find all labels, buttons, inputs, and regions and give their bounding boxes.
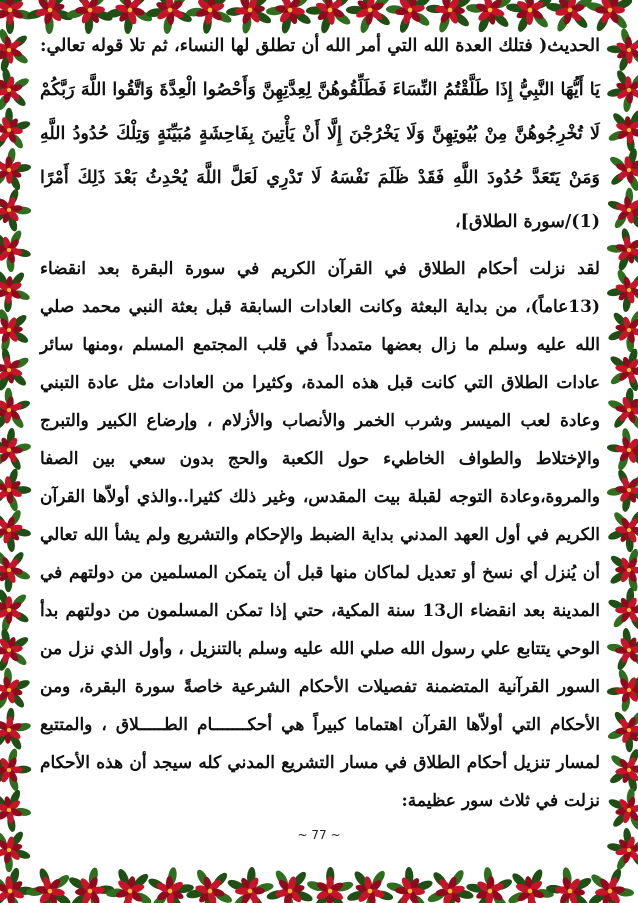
poinsettia-flower xyxy=(305,867,354,903)
poinsettia-flower xyxy=(604,304,638,357)
poinsettia-flower xyxy=(601,182,638,238)
poinsettia-flower xyxy=(602,223,638,274)
poinsettia-flower xyxy=(0,381,37,437)
poinsettia-flower xyxy=(599,499,638,559)
poinsettia-flower xyxy=(598,380,638,441)
poinsettia-flower xyxy=(601,61,638,119)
poinsettia-flower xyxy=(0,101,39,162)
poinsettia-flower xyxy=(66,865,116,903)
poinsettia-flower xyxy=(0,539,40,600)
body-paragraph: لقد نزلت أحكام الطلاق في القرآن الكريم في سورة البقرة بعد انقضاء (13عاماً)، من بداية البعثة وكانت العادات السابقة قبل بعثة النبي محمد صلي الله عليه وسلم ما زال بعضها متمدداً في قلب المجتمع المسلم ،ومنها سائر عادات الطلاق التي كانت قبل هذه المدة، وكثيرا من العادات مثل عادة التبني وعادة لعب الميسر وشرب الخمر والأنصاب والأزلام ، وإرضاع الكبير والتبرج والإختلاط والطواف الخاطيء حول الكعبة والحج بدون سعي بين الصفا والمروة،وعادة التوجه لقبلة بيت المقدس، وغير ذلك كثيرا..والذي أولاّها القرآن الكريم في أول العهد المدني بداية الضبط والإحكام والتشريع ولم يشأ الله تعالي أن يُنزل أي نسخ أو تعديل لماكان منها قبل أن يتمكن المسلمين من دولتهم في المدينة بعد انقضاء ال13 سنة المكية، حتي إذا تمكن المسلمون من دولتهم بدأ الوحي يتتابع علي رسول الله صلي الله عليه وسلم بالتنزيل ، وأول الذي نزل من السور القرآنية المتضمنة تفصيلات الأحكام الشرعية خاصةً سورة البقرة، ومن الأحكام التي أولاّها القرآن اهتماما كبيراً هي أحكـــــــام الطـــــلاق ، والمتتبع لمسار تنزيل أحكام الطلاق في مسار التشريع المدني كله سيجد أن هذه الأحكام نزلت في ثلاث سور عظيمة: xyxy=(40,259,600,811)
poinsettia-flower xyxy=(0,422,39,480)
poinsettia-flower xyxy=(503,866,558,903)
poinsettia-flower xyxy=(177,857,244,903)
poinsettia-flower xyxy=(0,344,35,395)
page-content xyxy=(40,24,600,820)
page-number: ~ 77 ~ xyxy=(297,828,341,842)
poinsettia-flower xyxy=(598,699,638,760)
poinsettia-flower xyxy=(0,306,31,353)
poinsettia-flower xyxy=(0,747,32,793)
poinsettia-flower xyxy=(0,140,37,199)
poinsettia-flower xyxy=(604,425,638,474)
poinsettia-flower xyxy=(416,857,483,903)
poinsettia-flower xyxy=(0,268,33,313)
poinsettia-flower xyxy=(604,107,638,155)
poinsettia-flower xyxy=(0,224,35,276)
poinsettia-flower xyxy=(0,706,33,753)
verse-paragraph: الحديث( فتلك العدة الله التي أمر الله أن تطلق لها النساء، ثم تلا قوله تعالي: يَا أَيُّهَا النَّبِيُّ إِذَا طَلَّقْتُمُ النِّسَاءَ فَطَلِّقُوهُنَّ لِعِدَّتِهِنَّ وَأَحْصُوا الْعِدَّةَ وَاتَّقُوا اللَّهَ رَبَّكُمْ لَا تُخْرِجُوهُنَّ مِنْ بُيُوتِهِنَّ وَلَا يَخْرُجْنَ إِلَّا أَنْ يَأْتِينَ بِفَاحِشَةٍ مُبَيِّنَةٍ وَتِلْكَ حُدُودُ اللَّهِ وَمَنْ يَتَعَدَّ حُدُودَ اللَّهِ فَقَدْ ظَلَمَ نَفْسَهُ لَا تَدْرِي لَعَلَّ اللَّهَ يُحْدِثُ بَعْدَ ذَلِكَ أَمْرًا (1)/سورة الطلاق]، xyxy=(40,36,600,232)
poinsettia-flower xyxy=(0,499,39,560)
poinsettia-flower xyxy=(605,666,638,714)
poinsettia-flower xyxy=(608,547,638,592)
poinsettia-flower xyxy=(0,663,34,717)
poinsettia-flower xyxy=(102,865,158,903)
poinsettia-flower xyxy=(599,259,638,321)
poinsettia-flower xyxy=(599,581,638,640)
poinsettia-flower xyxy=(599,622,638,680)
